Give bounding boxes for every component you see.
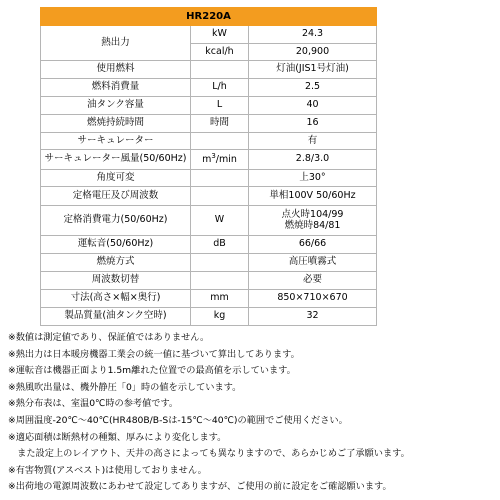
spec-row xyxy=(41,272,377,290)
spec-value-line: 燃焼時84/81 xyxy=(284,219,341,231)
spec-unit: W xyxy=(191,206,249,236)
note-line: ※熱分布表は、室温0℃時の参考値です。 xyxy=(8,398,179,410)
spec-value xyxy=(249,115,377,133)
unit-superscript: 3 xyxy=(211,152,216,161)
spec-unit xyxy=(191,272,249,290)
spec-value xyxy=(249,308,377,326)
spec-value xyxy=(249,26,377,44)
spec-table-container xyxy=(40,7,376,326)
spec-label: 熱出力 xyxy=(41,26,191,61)
spec-unit: L/h xyxy=(191,79,249,97)
note-line: ※適応面積は断熱材の種類、厚みにより変化します。 xyxy=(8,431,227,443)
note-line: ※周囲温度-20℃〜40℃(HR480B/B-Sは-15℃〜40℃)の範囲でご使用ください。 xyxy=(8,414,348,426)
spec-row xyxy=(41,79,377,97)
spec-label: 油タンク容量 xyxy=(41,97,191,115)
spec-value-line: 高圧噴霧式 xyxy=(288,256,337,268)
spec-value xyxy=(249,79,377,97)
spec-value xyxy=(249,254,377,272)
spec-row xyxy=(41,308,377,326)
spec-label: 運転音(50/60Hz) xyxy=(41,236,191,254)
spec-value-line: 40 xyxy=(306,99,319,111)
spec-row xyxy=(41,170,377,187)
spec-value-line: 上30° xyxy=(299,171,326,183)
spec-label: 製品質量(油タンク空時) xyxy=(41,308,191,326)
spec-unit xyxy=(191,187,249,206)
spec-row xyxy=(41,290,377,308)
spec-value xyxy=(249,97,377,115)
spec-value xyxy=(249,187,377,206)
spec-value xyxy=(249,272,377,290)
spec-value xyxy=(249,236,377,254)
spec-value xyxy=(249,170,377,187)
spec-value xyxy=(249,150,377,170)
notes-list xyxy=(8,330,498,496)
spec-unit xyxy=(191,133,249,150)
spec-table xyxy=(40,7,377,326)
spec-value-line: 20,900 xyxy=(295,45,330,57)
spec-row xyxy=(41,150,377,170)
spec-label: 定格電圧及び周波数 xyxy=(41,187,191,206)
note-line: ※熱出力は日本暖房機器工業会の統一値に基づいて算出してあります。 xyxy=(8,348,300,360)
unit-suffix: /min xyxy=(215,154,237,166)
unit-prefix: m xyxy=(202,154,212,166)
spec-value xyxy=(249,206,377,236)
spec-label: 燃焼持続時間 xyxy=(41,115,191,133)
spec-value-line: 850×710×670 xyxy=(277,292,348,304)
spec-value-line: 必要 xyxy=(303,274,323,286)
spec-value-line: 24.3 xyxy=(301,28,324,40)
spec-unit xyxy=(191,150,249,170)
spec-label: 寸法(高さ×幅×奥行) xyxy=(41,290,191,308)
spec-value xyxy=(249,61,377,79)
spec-label: 定格消費電力(50/60Hz) xyxy=(41,206,191,236)
spec-value-line: 66/66 xyxy=(298,238,327,250)
spec-row xyxy=(41,133,377,150)
spec-row xyxy=(41,115,377,133)
spec-value xyxy=(249,290,377,308)
spec-value xyxy=(249,133,377,150)
spec-label: 燃焼方式 xyxy=(41,254,191,272)
spec-unit: 時間 xyxy=(191,115,249,133)
spec-value-line: 点火時104/99 xyxy=(281,208,344,220)
spec-unit xyxy=(191,254,249,272)
spec-row xyxy=(41,236,377,254)
spec-label: サーキュレーター風量(50/60Hz) xyxy=(41,150,191,170)
spec-label: 周波数切替 xyxy=(41,272,191,290)
spec-label: 燃料消費量 xyxy=(41,79,191,97)
spec-row xyxy=(41,187,377,206)
spec-label: 使用燃料 xyxy=(41,61,191,79)
spec-unit: dB xyxy=(191,236,249,254)
spec-value-line: 有 xyxy=(307,134,318,146)
spec-value-line: 2.5 xyxy=(304,81,321,93)
spec-row xyxy=(41,26,377,44)
spec-unit xyxy=(191,170,249,187)
spec-row xyxy=(41,61,377,79)
spec-unit: kcal/h xyxy=(191,44,249,61)
spec-label: 角度可変 xyxy=(41,170,191,187)
spec-value-line: 2.8/3.0 xyxy=(295,153,330,165)
spec-value-line: 灯油(JIS1号灯油) xyxy=(276,63,349,75)
note-line: ※出荷地の電源周波数にあわせて設定してありますが、ご使用の前に設定をご確認願います。 xyxy=(8,481,392,493)
spec-value-line: 単相100V 50/60Hz xyxy=(269,189,356,201)
note-line: ※運転音は機器正面より1.5m離れた位置での最高値を示しています。 xyxy=(8,365,296,377)
spec-unit: mm xyxy=(191,290,249,308)
note-line: また設定上のレイアウト、天井の高さによっても異なりますので、あらかじめご了承願います。 xyxy=(8,448,410,460)
spec-unit: L xyxy=(191,97,249,115)
note-line: ※有害物質(アスベスト)は使用しておりません。 xyxy=(8,464,207,476)
spec-value xyxy=(249,44,377,61)
spec-row xyxy=(41,254,377,272)
note-line: ※熱風吹出量は、機外静圧「0」時の値を示しています。 xyxy=(8,381,242,393)
spec-row xyxy=(41,97,377,115)
spec-row xyxy=(41,206,377,236)
model-header: HR220A xyxy=(41,8,377,26)
spec-unit xyxy=(191,61,249,79)
note-line: ※数値は測定値であり、保証値ではありません。 xyxy=(8,332,210,343)
spec-unit: kg xyxy=(191,308,249,326)
spec-value-line: 16 xyxy=(306,117,319,129)
spec-label: サーキュレーター xyxy=(41,133,191,150)
spec-unit: kW xyxy=(191,26,249,44)
spec-value-line: 32 xyxy=(306,310,319,322)
